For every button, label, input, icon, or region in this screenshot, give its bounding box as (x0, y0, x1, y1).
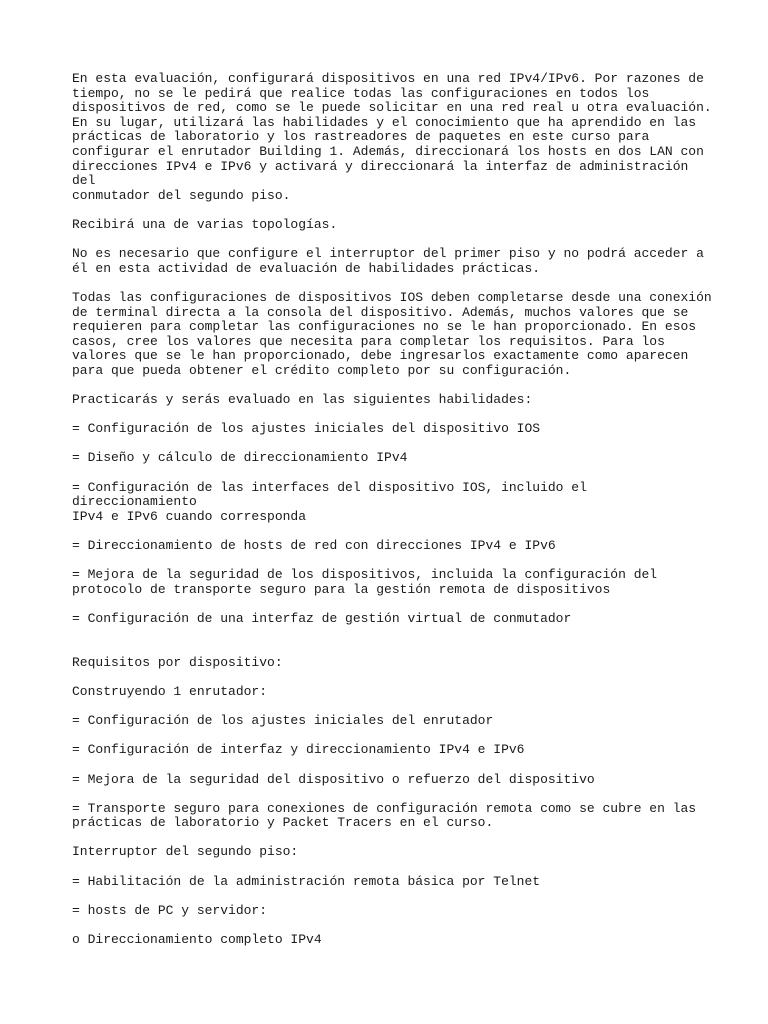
skill-item: = Direccionamiento de hosts de red con direcciones IPv4 e IPv6 (72, 538, 556, 553)
skill-item: = Diseño y cálculo de direccionamiento IPv4 (72, 450, 408, 466)
switch-heading: Interruptor del segundo piso: (72, 844, 299, 860)
requirement-item: = Mejora de la seguridad del dispositivo o refuerzo del dispositivo (72, 771, 595, 787)
requirement-item: = Habilitación de la administración remota básica por Telnet (72, 873, 541, 889)
paragraph-skills-heading: Practicarás y serás evaluado en las siguientes habilidades: (72, 392, 533, 408)
paragraph-intro: En esta evaluación, configurará dispositivos en una red IPv4/IPv6. Por razones de tiempo, no se le pedirá que realice todas las configuraciones en todos los dispositivos de red, como se le puede solicitar en una red real u otra evaluación. En su lugar, utilizará las habilidades y el conocimiento que ha aprendido en las prácticas de laboratorio y los rastreadores de paquetes en este curso para configurar el enrutador Building 1. Además, direccionará los hosts en dos LAN con direcciones IPv4 e IPv6 y activará y direccionará la interfaz de administración del conmutador del segundo piso. (72, 71, 712, 203)
paragraph-ios-configurations: Todas las configuraciones de dispositivos IOS deben completarse desde una conexión de terminal directa a la consola del dispositivo. Además, muchos valores que se requieren para completar las configuraciones no se le han proporcionado. En esos casos, cree los valores que necesita para completar los requisitos. Para los valores que se le han proporcionado, debe ingresarlos exactamente como aparecen para que pueda obtener el crédito completo por su configuración. (72, 289, 712, 378)
requirement-item: = Configuración de interfaz y direccionamiento IPv4 e IPv6 (72, 742, 525, 758)
paragraph-first-floor-switch: No es necesario que configure el interruptor del primer piso y no podrá acceder a él en esta actividad de evaluación de habilidades prácticas. (72, 246, 704, 276)
document-body (72, 72, 712, 962)
skill-item: = Mejora de la seguridad de los dispositivos, incluida la configuración del protocolo de transporte seguro para la gestión remota de dispositivos (72, 567, 658, 597)
skill-item: = Configuración de una interfaz de gestión virtual de conmutador (72, 610, 572, 626)
requirement-item: = hosts de PC y servidor: (72, 902, 268, 918)
skill-item: = Configuración de las interfaces del dispositivo IOS, incluido el direccionamiento IPv4 e IPv6 cuando corresponda (72, 479, 587, 524)
requirement-subitem: o Direccionamiento completo IPv4 (72, 932, 322, 948)
requirements-heading: Requisitos por dispositivo: (72, 654, 283, 670)
requirement-item: = Transporte seguro para conexiones de configuración remota como se cubre en las prácticas de laboratorio y Packet Tracers en el curso. (72, 800, 697, 831)
paragraph-topologies: Recibirá una de varias topologías. (72, 216, 338, 232)
requirement-item: = Configuración de los ajustes iniciales del enrutador (72, 713, 494, 729)
skill-item: = Configuración de los ajustes iniciales del dispositivo IOS (72, 421, 541, 437)
section-spacer (72, 641, 712, 656)
router-heading: Construyendo 1 enrutador: (72, 683, 268, 699)
